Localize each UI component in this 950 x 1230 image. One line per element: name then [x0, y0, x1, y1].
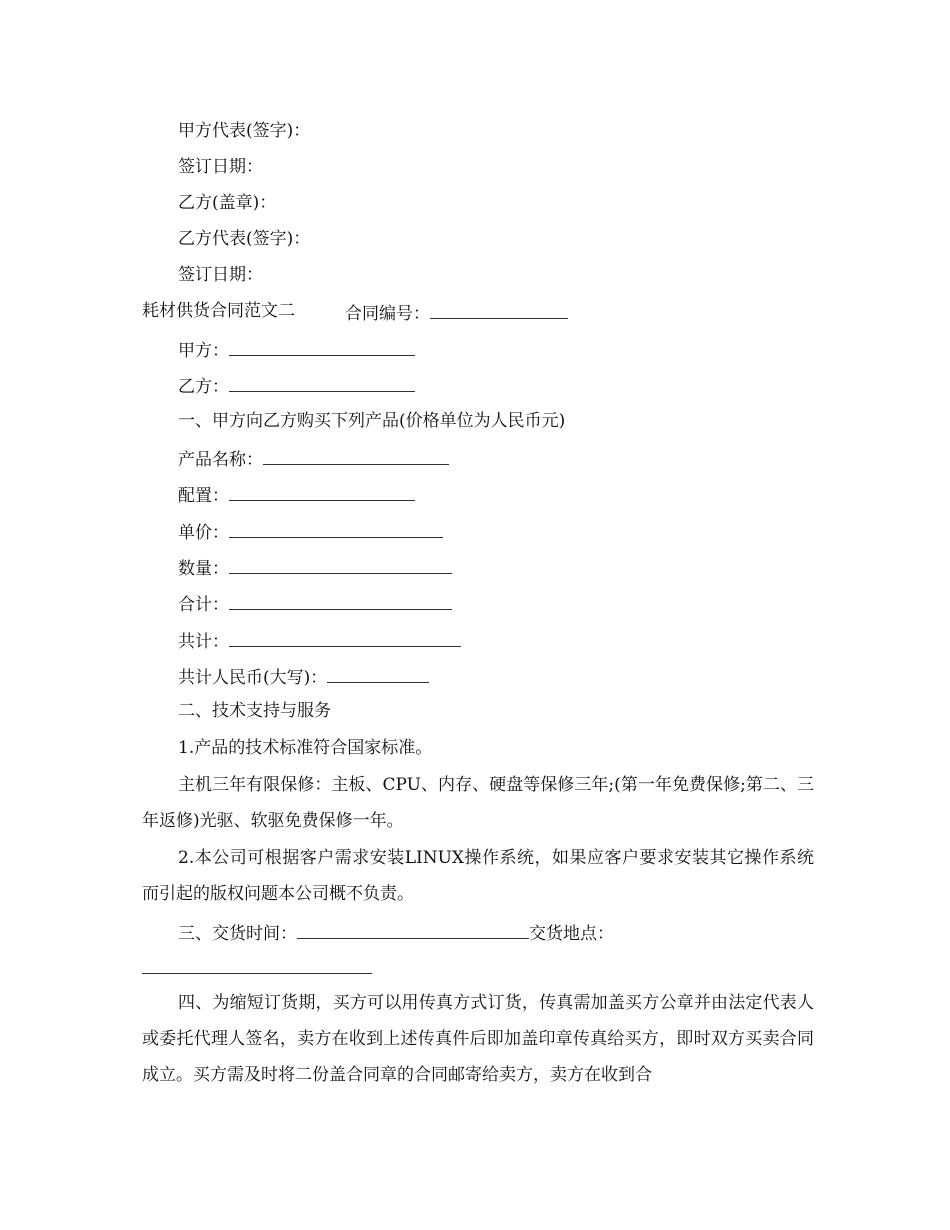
- section2-heading: 二、技术支持与服务: [178, 701, 331, 721]
- sign-date-line-2: 签订日期：: [178, 265, 263, 285]
- subtotal-blank: [229, 591, 452, 610]
- total-rmb-field: [178, 664, 429, 686]
- party-b-field: [178, 373, 415, 395]
- unit-price-blank: [229, 519, 443, 538]
- sign-date-line-1: 签订日期：: [178, 157, 263, 177]
- delivery-field: [178, 920, 614, 942]
- delivery-time-label: 三、交货时间：: [178, 924, 297, 944]
- delivery-place-label: 交货地点：: [529, 924, 614, 944]
- warranty-paragraph: 主机三年有限保修：主板、CPU、内存、硬盘等保修三年;(第一年免费保修;第二、三年返修)光驱、软驱免费保修一年。: [142, 775, 814, 831]
- section1-heading: 一、甲方向乙方购买下列产品(价格单位为人民币元): [178, 411, 566, 431]
- product-name-field: [178, 446, 449, 468]
- config-field: [178, 482, 415, 504]
- party-b-seal-line: 乙方(盖章)：: [178, 193, 277, 213]
- section2-item1: 1.产品的技术标准符合国家标准。: [178, 738, 433, 758]
- total-field: [178, 628, 461, 650]
- party-b-rep-line: 乙方代表(签字)：: [178, 229, 311, 249]
- party-a-blank: [229, 337, 415, 356]
- quantity-label: 数量：: [178, 559, 229, 579]
- contract-no-field: [345, 300, 568, 322]
- quantity-blank: [229, 555, 452, 574]
- delivery-time-blank: [297, 920, 529, 939]
- delivery-place-blank: [142, 973, 372, 974]
- contract-no-label: 合同编号：: [345, 304, 430, 324]
- total-rmb-label: 共计人民币(大写)：: [178, 668, 328, 688]
- party-a-label: 甲方：: [178, 341, 229, 361]
- unit-price-label: 单价：: [178, 523, 229, 543]
- subtotal-field: [178, 591, 452, 613]
- section4-paragraph: 四、为缩短订货期，买方可以用传真方式订货，传真需加盖买方公章并由法定代表人或委托代理人签名，卖方在收到上述传真件后即加盖印章传真给买方，即时双方买卖合同成立。买方需及时将二份盖合同章的合同邮寄给卖方，卖方在收到合: [142, 993, 814, 1085]
- config-blank: [229, 482, 415, 501]
- section2-item2-paragraph: 2.本公司可根据客户需求安装LINUX操作系统，如果应客户要求安装其它操作系统而引起的版权问题本公司概不负责。: [142, 848, 814, 904]
- party-b-label: 乙方：: [178, 377, 229, 397]
- total-rmb-blank: [327, 664, 429, 683]
- subtotal-label: 合计：: [178, 595, 229, 615]
- product-name-blank: [263, 446, 449, 465]
- party-a-field: [178, 337, 415, 359]
- config-label: 配置：: [178, 486, 229, 506]
- total-label: 共计：: [178, 632, 229, 652]
- unit-price-field: [178, 519, 443, 541]
- party-a-rep-line: 甲方代表(签字)：: [178, 121, 311, 141]
- doc-title: 耗材供货合同范文二: [142, 301, 295, 321]
- party-b-blank: [229, 373, 415, 392]
- contract-no-blank: [430, 300, 568, 319]
- total-blank: [229, 628, 461, 647]
- product-name-label: 产品名称：: [178, 450, 263, 470]
- quantity-field: [178, 555, 452, 577]
